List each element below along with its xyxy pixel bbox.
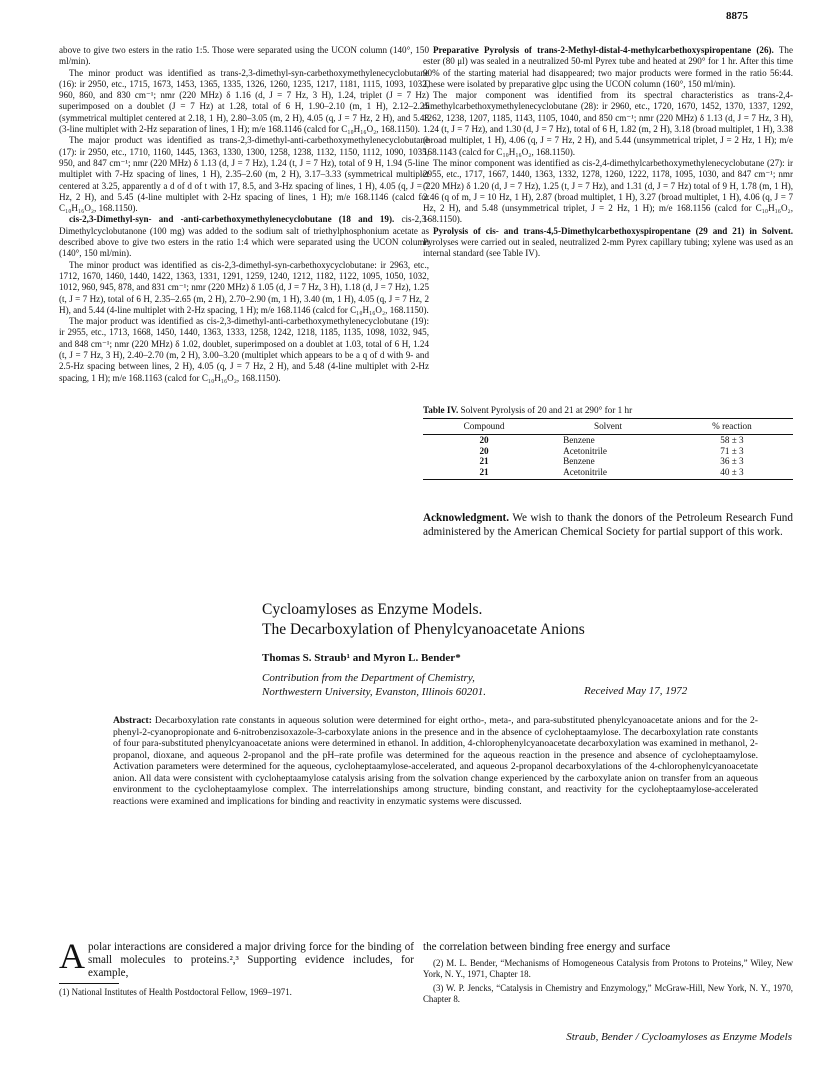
paragraph: The minor product was identified as cis-2,3-dimethyl-syn-carbethoxycyclobutane: ir 2963, etc., 1712, 1670, 1460, 1440, 1422, 1363, 1331, 1291, 1259, 1240, 1212, 1182, 1122, 1095, 1050, 1032, 1012, 960, 945, 878, and 831 cm⁻¹; nmr (220 MHz) δ 1.05 (d, J = 7 Hz, 3 H), 1.18 (d, J = 7 Hz), 1.25 (t, J = 7 Hz), total of 6 H, 2.35–2.65 (m, 2 H), 2.70–2.90 (m, 1 H), 3.40 (m, 1 H), 4.05 (q, J = 7 Hz, 2 H), and 5.44 (4-line multiplet with 2-Hz spacing, 1 H); m/e 168.1146 (calcd for C₁₀H₁₆O₂, 168.1150). bbox=[59, 259, 429, 315]
abstract-label: Abstract: bbox=[113, 715, 152, 726]
paragraph-body: cis-2,3-Dimethylcyclobutanone (100 mg) was added to the sodium salt of triethylphosphonium acetate as described above to give two esters in the ratio 1:4 which were separated using the UCON column (140°, 150 ml/min). bbox=[59, 214, 429, 259]
received-date: Received May 17, 1972 bbox=[584, 685, 688, 697]
paragraph bbox=[423, 45, 793, 90]
paragraph: The major product was identified as trans-2,3-dimethyl-anti-carbethoxymethylenecyclobutane (17): ir 2950, etc., 1710, 1160, 1445, 1363, 1330, 1300, 1258, 1238, 1132, 1150, 1112, 1090, 1035, 950, and 847 cm⁻¹; nmr (220 MHz) δ 1.13 (d, J = 7 Hz), 1.24 (t, J = 7 Hz), total of 9 H, 1.94 (5-line multiplet with 7-Hz spacing of lines, 1 H), 2.35–2.60 (m, 2 H), 3.17–3.33 (symmetrical multiplet centered at 3.25, apparently a d of d of t with 17, 8.5, and 3-Hz spacing of lines, 1 H), 4.05 (q, J = 7 Hz, 2 H), and 5.45 (4-line multiplet with 2-Hz spacing of lines, 1 H); m/e 168.1146 (calcd for C₁₀H₁₆O₂, 168.1150). bbox=[59, 135, 429, 214]
table-cell: Acetonitrile bbox=[563, 445, 607, 456]
paragraph bbox=[423, 226, 793, 260]
paragraph-body: The ester (80 μl) was sealed in a neutralized 50-ml Pyrex tube and heated at 290° for 1 hr. After this time 90% of the starting material had disappeared; two major products were formed in the ratio 56:44. These were isolated by preparative glpc using the UCON column (160°, 150 ml/min). bbox=[423, 45, 793, 89]
affiliation-line-2: Northwestern University, Evanston, Illinois 60201. bbox=[262, 686, 486, 698]
footnote-1: (1) National Institutes of Health Postdoctoral Fellow, 1969–1971. bbox=[59, 987, 292, 997]
paragraph-heading: cis-2,3-Dimethyl-syn- and -anti-carbethoxymethylenecyclobutane (18 and 19). bbox=[69, 214, 395, 225]
table-caption bbox=[423, 405, 793, 415]
table-cell: 58 ± 3 bbox=[720, 435, 744, 445]
column-header: % reaction bbox=[671, 419, 793, 435]
introduction bbox=[59, 936, 414, 980]
paragraph: The minor product was identified as trans-2,3-dimethyl-syn-carbethoxymethylenecyclobutane (16): ir 2950, etc., 1715, 1673, 1453, 1365, 1335, 1326, 1260, 1235, 1217, 1181, 1115, 1093, 1032, 960, 860, and 830 cm⁻¹; nmr (220 MHz) δ 1.16 (d, J = 7 Hz, 3 H), 1.24, triplet (J = 7 Hz) superimposed on a doublet (J = 7 Hz) at 1.28, total of 6 H, 1.90–2.10 (m, 1 H), 2.12–2.25 (symmetrical multiplet centered at 2.18, 1 H), 2.80–3.05 (m, 2 H), 4.05 (q, J = 7 Hz, 2 H), and 5.48 (3-line multiplet with 2-Hz separation of lines, 1 H); m/e 168.1146 (calcd for C₁₀H₁₆O₂, 168.1150). bbox=[59, 67, 429, 135]
footnote-rule bbox=[59, 983, 119, 984]
authors: Thomas S. Straub¹ and Myron L. Bender* bbox=[262, 652, 461, 664]
table-cell: 71 ± 3 bbox=[720, 445, 744, 456]
column-header: Solvent bbox=[545, 419, 671, 435]
introduction-text: polar interactions are considered a major driving force for the binding of small molecules to proteins.²,³ Supporting evidence includes, for example, bbox=[88, 941, 414, 979]
table-cell: Benzene bbox=[563, 435, 595, 445]
footnote-2: (2) M. L. Bender, “Mechanisms of Homogeneous Catalysis from Protons to Proteins,” Wiley, New York, N. Y., 1971, Chapter 18. bbox=[423, 958, 793, 979]
affiliation-line-1: Contribution from the Department of Chemistry, bbox=[262, 672, 475, 684]
acknowledgment-label: Acknowledgment. bbox=[423, 512, 510, 524]
paragraph-heading: Pyrolysis of cis- and trans-4,5-Dimethylcarbethoxyspiropentane (29 and 21) in Solvent. bbox=[433, 225, 793, 236]
table-row bbox=[423, 435, 793, 446]
data-table bbox=[423, 418, 793, 480]
paragraph: above to give two esters in the ratio 1:5. Those were separated using the UCON column (140°, 150 ml/min). bbox=[59, 45, 429, 67]
table-cell: Acetonitrile bbox=[545, 467, 671, 480]
table-row bbox=[423, 456, 793, 467]
footnote-3: (3) W. P. Jencks, “Catalysis in Chemistry and Enzymology,” McGraw-Hill, New York, N. Y., 1970, Chapter 8. bbox=[423, 983, 793, 1004]
acknowledgment-text: We wish to thank the donors of the Petroleum Research Fund administered by the American Chemical Society for partial support of this work. bbox=[423, 512, 793, 538]
table-cell: 20 bbox=[479, 445, 489, 456]
page-number: 8875 bbox=[726, 10, 748, 22]
paragraph-heading: Preparative Pyrolysis of trans-2-Methyl-distal-4-methylcarbethoxyspiropentane (26). bbox=[433, 45, 774, 55]
table-iv bbox=[423, 405, 793, 480]
acknowledgment bbox=[423, 512, 793, 539]
article-title-line-1: Cycloamyloses as Enzyme Models. bbox=[262, 601, 483, 618]
abstract-text: Decarboxylation rate constants in aqueous solution were determined for eight ortho-, meta-, and para-substituted phenylcyanoacetate anions and for the 2-phenyl-2-cyanopropionate and 6-nitrobenzisoxazole-3-carboxylate anions in the presence and in the absence of cycloheptaamylose. The decarboxylation rate constants of four para-substituted phenylcyanoacetate anions were determined in ethanol. In addition, 4-chlorophenylcyanoacetate decarboxylation was examined in methanol, 2-propanol, dioxane, and aqueous 2-propanol and the pH–rate profile was determined for the aqueous reaction in the presence and absence of cycloheptaamylose. Activation parameters were determined for the aqueous, cycloheptaamylose-accelerated, and aqueous 2-propanol decarboxylations of the 4-chlorophenylcyanoacetate anion. All data were consistent with cycloheptaamylose catalysis arising from the solvation change experienced by the carboxylate anion on transfer from an aqueous environment to the cycloheptaamylose complex. The interrelationships among structure, binding constant, and reactivity for the cycloheptaamylose-accelerated reactions were examined and implications for binding and reactivity in enzymatic systems were discussed. bbox=[113, 715, 758, 807]
table-cell: Benzene bbox=[563, 456, 595, 466]
table-label: Table IV. bbox=[423, 405, 459, 415]
paragraph: The minor component was identified as cis-2,4-dimethylcarbethoxymethylenecyclobutane (27): ir 2955, etc., 1717, 1667, 1440, 1363, 1332, 1278, 1260, 1222, 1178, 1095, 1030, and 847 cm⁻¹; nmr (220 MHz) δ 1.20 (d, J = 7 Hz), 1.25 (t, J = 7 Hz), and 1.31 (d, J = 7 Hz) total of 9 H, 1.78 (m, 1 H), 2.46 (q of m, J = 10 Hz, 1 H), 2.87 (broad multiplet, 1 H), 3.27 (broad multiplet, 1 H), 4.06 (q, J = 7 Hz, 2 H), and 5.48 (unsymmetrical triplet, J = 2 Hz, 1 H); m/e 168.1156 (calcd for C₁₀H₁₆O₂, 168.1150). bbox=[423, 157, 793, 225]
table-header-row bbox=[423, 419, 793, 435]
affiliation bbox=[262, 671, 802, 699]
right-column bbox=[423, 45, 793, 260]
table-row bbox=[423, 446, 793, 457]
drop-cap: A bbox=[59, 936, 85, 976]
table-cell: 36 ± 3 bbox=[720, 456, 744, 466]
paragraph: The major component was identified from its spectral characteristics as trans-2,4-dimethylcarbethoxymethylenecyclobutane (28): ir 2960, etc., 1720, 1670, 1452, 1370, 1337, 1292, 1262, 1238, 1207, 1185, 1143, 1105, 1040, and 850 cm⁻¹; nmr (220 MHz) δ 1.13 (d, J = 7 Hz, 3 H), 1.24 (t, J = 7 Hz), and 1.30 (d, J = 7 Hz), total of 6 H, 1.82 (m, 2 H), 3.18 (broad multiplet, 1 H), 3.38 (broad multiplet, 1 H), 4.06 (q, J = 7 Hz, 2 H), and 5.44 (unsymmetrical triplet, J = 2 Hz, 1 H); m/e 168.1143 (calcd for C₁₀H₁₆O₂, 168.1150). bbox=[423, 90, 793, 157]
table-row bbox=[423, 467, 793, 480]
left-column bbox=[59, 45, 429, 384]
table-cell: 21 bbox=[479, 456, 489, 466]
article-title-line-2: The Decarboxylation of Phenylcyanoacetate Anions bbox=[262, 621, 585, 638]
table-cell: 21 bbox=[423, 467, 545, 480]
table-caption-text: Solvent Pyrolysis of 20 and 21 at 290° for 1 hr bbox=[460, 405, 633, 415]
running-footer: Straub, Bender / Cycloamyloses as Enzyme Models bbox=[566, 1031, 792, 1043]
paragraph bbox=[59, 214, 429, 259]
introduction-continued: the correlation between binding free energy and surface bbox=[423, 941, 671, 953]
table-cell: 20 bbox=[479, 435, 489, 445]
column-header: Compound bbox=[423, 419, 545, 435]
paragraph-body: Pyrolyses were carried out in sealed, neutralized 2-mm Pyrex capillary tubing; xylene was used as an internal standard (see Table IV). bbox=[423, 237, 793, 259]
paragraph: The major product was identified as cis-2,3-dimethyl-anti-carbethoxymethylenecyclobutane (19): ir 2955, etc., 1713, 1668, 1450, 1440, 1363, 1333, 1258, 1242, 1218, 1185, 1135, 1098, 1032, 945, and 848 cm⁻¹; nmr (220 MHz) δ 1.02, doublet, superimposed on a doublet at 1.03, total of 6 H, 1.24 (t, J = 7 Hz, 3 H), 2.40–2.70 (m, 2 H), 3.00–3.20 (multiplet which appears to be a q of d with 9- and 2.5-Hz spacing between lines, 2 H), 4.05 (q, J = 7 Hz, 2 H), and 5.48 (4-line multiplet with 2-Hz spacing, 1 H); m/e 168.1163 (calcd for C₁₀H₁₆O₂, 168.1150). bbox=[59, 316, 429, 383]
table-cell: 40 ± 3 bbox=[671, 467, 793, 480]
abstract bbox=[113, 715, 758, 807]
